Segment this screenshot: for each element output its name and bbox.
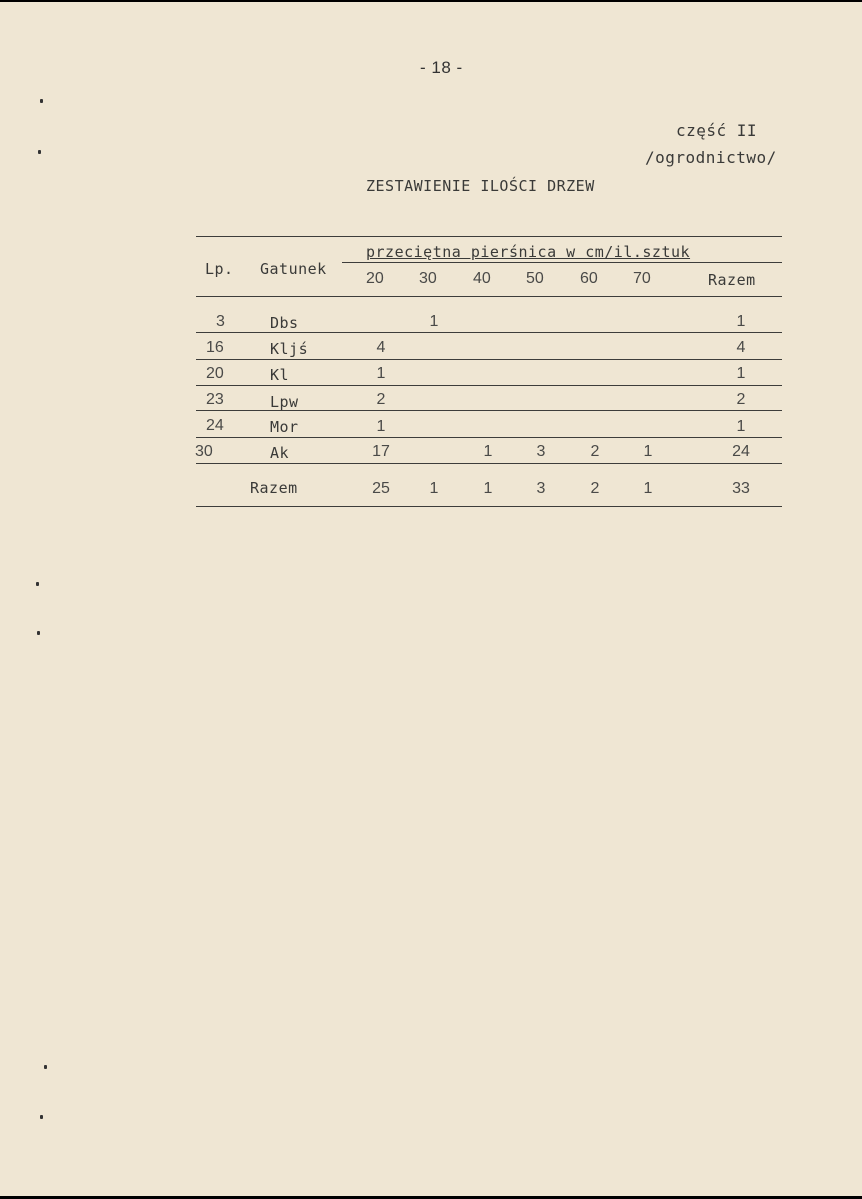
row-lp: 3 [216,313,225,330]
row-total: 24 [732,443,750,460]
row-value-20: 1 [376,418,386,435]
row-species: Dbs [270,314,299,332]
sum-value-30: 1 [429,480,439,497]
column-header-lp: Lp. [205,260,234,278]
row-value-60: 2 [590,443,600,460]
diameter-header-20: 20 [366,270,384,287]
margin-speck [36,582,39,586]
row-value-70: 1 [643,443,653,460]
column-group-header: przeciętna pierśnica w cm/il.sztuk [366,243,691,261]
group-header-underline [342,262,782,263]
part-label: część II [676,121,758,140]
sum-value-60: 2 [590,480,600,497]
row-total: 2 [736,391,746,408]
column-header-total: Razem [708,271,756,289]
table-bottom-rule [196,506,782,507]
row-lp: 16 [206,339,224,356]
sum-value-70: 1 [643,480,653,497]
row-species: Lpw [270,393,299,411]
margin-speck [40,99,43,103]
row-lp: 24 [206,417,224,434]
table-top-rule [196,236,782,237]
part-subtitle: /ogrodnictwo/ [645,148,777,167]
row-species: Kl [270,366,290,384]
diameter-header-60: 60 [580,270,598,287]
row-value-20: 1 [376,365,386,382]
diameter-header-30: 30 [419,270,437,287]
row-value-50: 3 [536,443,546,460]
row-total: 1 [736,313,746,330]
row-value-40: 1 [483,443,493,460]
row-species: Mor [270,418,299,436]
row-total: 1 [736,418,746,435]
sum-value-50: 3 [536,480,546,497]
row-species: Kljś [270,340,309,358]
row-value-20: 17 [372,443,390,460]
document-page [0,2,862,1196]
row-species: Ak [270,444,290,462]
margin-speck [38,150,41,154]
row-rule [196,437,782,438]
row-rule [196,463,782,464]
page-number: - 18 - [420,58,463,77]
row-lp: 30 [195,443,213,460]
header-bottom-rule [196,296,782,297]
row-value-30: 1 [429,313,439,330]
sum-value-40: 1 [483,480,493,497]
row-rule [196,385,782,386]
margin-speck [37,631,40,635]
row-rule [196,410,782,411]
row-value-20: 2 [376,391,386,408]
margin-speck [40,1115,43,1119]
row-rule [196,332,782,333]
diameter-header-40: 40 [473,270,491,287]
column-header-species: Gatunek [260,260,327,278]
document-title: ZESTAWIENIE ILOŚCI DRZEW [366,177,595,195]
sum-value-20: 25 [372,480,390,497]
row-value-20: 4 [376,339,386,356]
sum-total: 33 [732,480,750,497]
row-lp: 20 [206,365,224,382]
diameter-header-70: 70 [633,270,651,287]
row-lp: 23 [206,391,224,408]
row-total: 4 [736,339,746,356]
sum-label: Razem [250,479,298,497]
diameter-header-50: 50 [526,270,544,287]
margin-speck [44,1065,47,1069]
row-rule [196,359,782,360]
row-total: 1 [736,365,746,382]
